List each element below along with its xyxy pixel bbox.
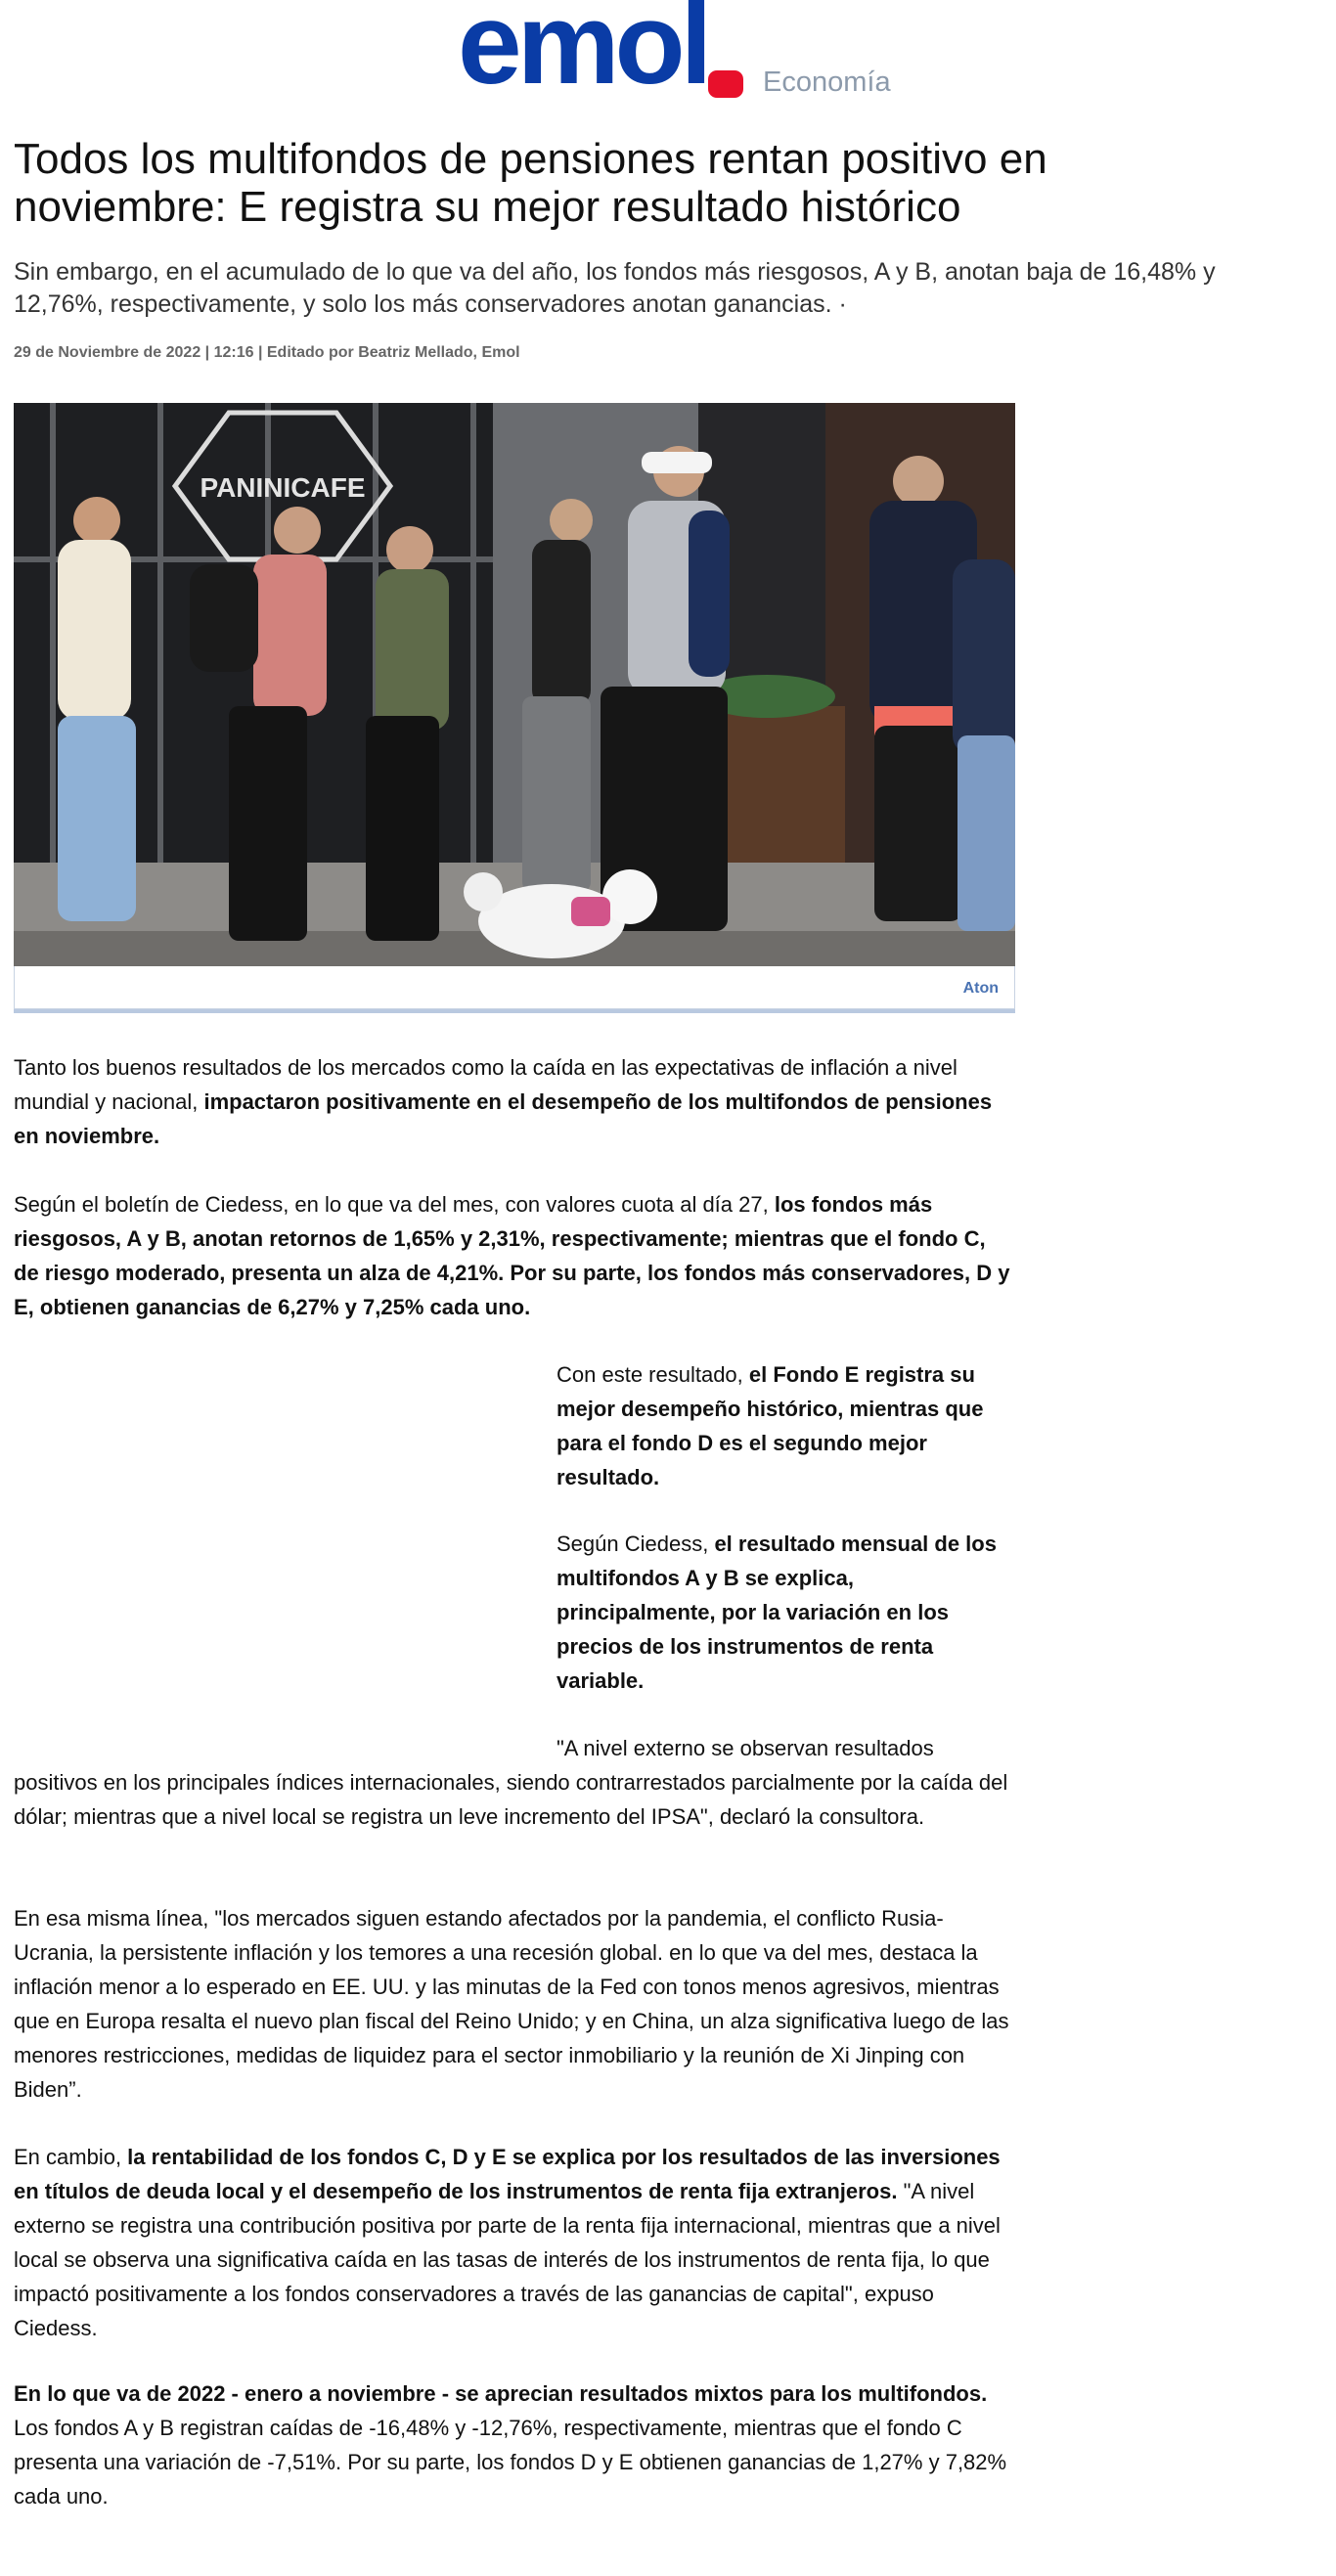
paragraph-8 — [14, 2376, 1011, 2513]
section-label[interactable]: Economía — [763, 67, 891, 98]
storefront-sign: PANINICAFE — [200, 472, 366, 503]
paragraph-8-text: Los fondos A y B registran caídas de -16,48% y -12,76%, respectivamente, mientras que el fondo C presenta una variación de -7,51%. Por su parte, los fondos D y E obtienen ganancias de 1,27% y 7,82% cada uno. — [14, 2416, 1007, 2509]
paragraph-3-bold: el Fondo E registra su mejor desempeño histórico, mientras que para el fondo D es el segundo mejor resultado. — [557, 1362, 984, 1489]
paragraph-5: positivos en los principales índices internacionales, siendo contrarrestados parcialmente por la caída del dólar; mientras que a nivel local se registra un leve incremento del IPSA", declaró la consultora. — [14, 1770, 1008, 1829]
photo-credit: Aton — [962, 980, 999, 997]
paragraph-1-bold: impactaron positivamente en el desempeño de los multifondos de pensiones en noviembre. — [14, 1089, 993, 1148]
paragraph-6: En esa misma línea, "los mercados siguen estando afectados por la pandemia, el conflicto Rusia-Ucrania, la persistente inflación y los temores a una recesión global. en lo que va del mes, destaca la inflación menor a lo esperado en EE. UU. y las minutas de la Fed con tonos menos agresivos, mientras que en Europa resalta el nuevo plan fiscal del Reino Unido; y en China, un alza significativa luego de las menores restricciones, medidas de liquidez para el sector inmobiliario y la reunión de Xi Jinping con Biden”. — [14, 1906, 1009, 2102]
article-photo — [14, 403, 1015, 1013]
paragraph-1-text: Tanto los buenos resultados de los mercados como la caída en las expectativas de inflación a nivel mundial y nacional, — [14, 1055, 957, 1114]
paragraph-4 — [557, 1527, 1011, 1698]
article-subtitle: Sin embargo, en el acumulado de lo que va del año, los fondos más riesgosos, A y B, anotan baja de 16,48% y 12,76%, respectivamente, y solo los más conservadores anotan ganancias. · — [14, 258, 1216, 318]
paragraph-7-text: En cambio, — [14, 2145, 128, 2169]
paragraph-4-text: Según Ciedess, — [557, 1532, 715, 1556]
street-scene-illustration — [14, 403, 1015, 966]
paragraph-4-bold: el resultado mensual de los multifondos A y B se explica, principalmente, por la variación en los precios de los instrumentos de renta variable. — [557, 1532, 997, 1693]
paragraph-5-lead: "A nivel externo se observan resultados — [557, 1736, 934, 1760]
paragraph-3 — [557, 1357, 1011, 1494]
paragraph-7-bold: la rentabilidad de los fondos C, D y E se explica por los resultados de las inversiones en títulos de deuda local y el desempeño de los instrumentos de renta fija extranjeros. — [14, 2145, 1001, 2203]
paragraph-7 — [14, 2140, 1011, 2345]
site-header — [0, 0, 1336, 108]
street-photo — [14, 403, 1015, 966]
paragraph-2 — [14, 1187, 1011, 1324]
article-headline: Todos los multifondos de pensiones rentan positivo en noviembre: E registra su mejor resultado histórico — [14, 135, 1047, 231]
paragraph-2-bold: los fondos más riesgosos, A y B, anotan retornos de 1,65% y 2,31%, respectivamente; mientras que el fondo C, de riesgo moderado, presenta un alza de 4,21%. Por su parte, los fondos más conservadores, D y E, obtienen ganancias de 6,27% y 7,25% cada uno. — [14, 1192, 1010, 1319]
caption-divider — [14, 1009, 1015, 1013]
paragraph-7-quote: "A nivel externo se registra una contribución positiva por parte de la renta fija internacional, mientras que a nivel local se observa una significativa caída en las tasas de interés de los instrumentos de renta fija, lo que impactó positivamente a los fondos conservadores a través de las ganancias de capital", expuso Ciedess. — [14, 2179, 1001, 2340]
paragraph-1 — [14, 1050, 1011, 1153]
emol-logo-dot — [708, 70, 743, 98]
article-meta: 29 de Noviembre de 2022 | 12:16 | Editado por Beatriz Mellado, Emol — [14, 344, 520, 361]
photo-caption-bar — [14, 966, 1015, 1009]
emol-logo[interactable]: emol — [458, 0, 708, 109]
paragraph-8-bold: En lo que va de 2022 - enero a noviembre - se aprecian resultados mixtos para los multifondos. — [14, 2381, 988, 2406]
paragraph-3-text: Con este resultado, — [557, 1362, 749, 1387]
paragraph-2-text: Según el boletín de Ciedess, en lo que va del mes, con valores cuota al día 27, — [14, 1192, 775, 1217]
